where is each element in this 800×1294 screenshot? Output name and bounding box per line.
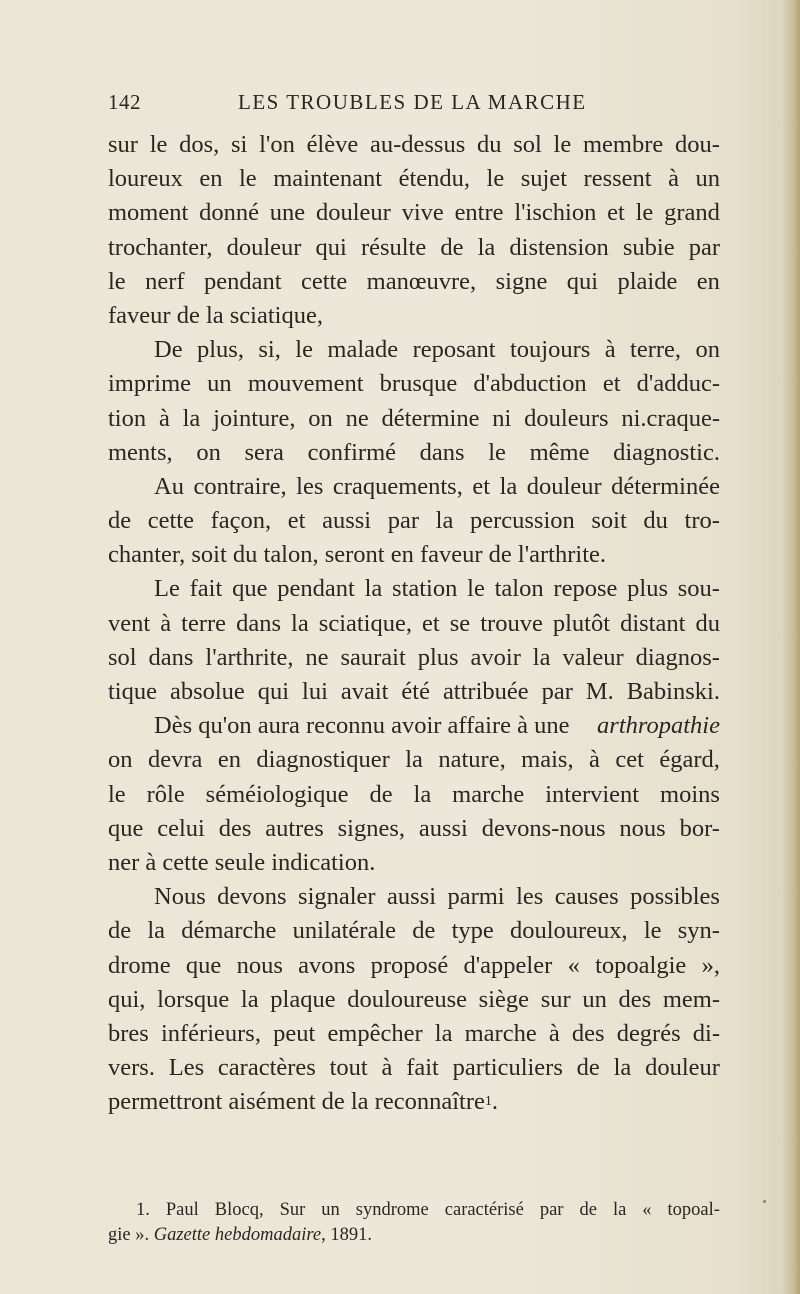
text-line: on devra en diagnostiquer la nature, mais, à cet égard, xyxy=(108,746,720,774)
text-line: Nous devons signaler aussi parmi les causes possibles xyxy=(154,883,720,911)
text-line: ner à cette seule indication. xyxy=(108,848,376,876)
footnote-reference: 1 xyxy=(484,1094,492,1110)
text-line: de la démarche unilatérale de type douloureux, le syn- xyxy=(108,917,720,945)
text-line: drome que nous avons proposé d'appeler « topoalgie », xyxy=(108,951,720,979)
text-line: vers. Les caractères tout à fait particuliers de la douleur xyxy=(108,1054,720,1082)
text-line: chanter, soit du talon, seront en faveur de l'arthrite. xyxy=(108,541,607,569)
page-number: 142 xyxy=(108,90,141,114)
footnote-text: gie ». xyxy=(108,1225,154,1245)
text-line: trochanter, douleur qui résulte de la distension subie par xyxy=(108,233,720,261)
text-line: bres inférieurs, peut empêcher la marche à des degrés di- xyxy=(108,1019,720,1047)
text-line: tique absolue qui lui avait été attribuée par M. Babinski. xyxy=(108,678,720,705)
text-line: moment donné une douleur vive entre l'ischion et le grand xyxy=(108,199,720,227)
page-edge-shadow xyxy=(782,0,800,1294)
text-line: sol dans l'arthrite, ne saurait plus avoir la valeur diagnos- xyxy=(108,643,720,671)
text-line: vent à terre dans la sciatique, et se trouve plutôt distant du xyxy=(108,609,720,637)
running-title: LES TROUBLES DE LA MARCHE xyxy=(238,90,587,114)
text-line: qui, lorsque la plaque douloureuse siège sur un des mem- xyxy=(108,985,720,1013)
paper-speck xyxy=(763,1200,766,1203)
text-line: Au contraire, les craquements, et la douleur déterminée xyxy=(154,472,720,500)
footnote-line: 1. Paul Blocq, Sur un syndrome caractérisé par de la « topoal- xyxy=(136,1200,720,1220)
text-line: le rôle séméiologique de la marche intervient moins xyxy=(108,780,720,808)
end-punctuation: . xyxy=(491,1088,498,1116)
text-line: De plus, si, le malade reposant toujours à terre, on xyxy=(154,336,720,364)
body-text xyxy=(108,128,720,1119)
text-line: que celui des autres signes, aussi devons-nous nous bor- xyxy=(108,814,720,842)
footnote-text: , 1891. xyxy=(321,1225,372,1245)
text-line-with-italic xyxy=(108,709,720,743)
footnote xyxy=(108,1198,720,1248)
page-header xyxy=(108,90,708,120)
text-line-with-footnote xyxy=(108,1085,720,1119)
text-line: tion à la jointure, on ne détermine ni douleurs ni.craque- xyxy=(108,404,720,432)
footnote-line xyxy=(108,1223,720,1248)
text-line: de cette façon, et aussi par la percussion soit du tro- xyxy=(108,507,720,535)
text-line: loureux en le maintenant étendu, le sujet ressent à un xyxy=(108,165,720,193)
journal-title: Gazette hebdomadaire xyxy=(153,1225,322,1245)
text-line: faveur de la sciatique, xyxy=(108,301,323,329)
text-segment: Dès qu'on aura reconnu avoir affaire à une xyxy=(154,712,570,740)
text-line: le nerf pendant cette manœuvre, signe qui plaide en xyxy=(108,267,720,295)
text-line: imprime un mouvement brusque d'abduction et d'adduc- xyxy=(108,370,720,398)
text-segment: permettront aisément de la reconnaître xyxy=(108,1088,485,1116)
text-line: sur le dos, si l'on élève au-dessus du sol le membre dou- xyxy=(108,131,720,158)
text-line: ments, on sera confirmé dans le même diagnostic. xyxy=(108,438,720,466)
italic-term: arthropathie xyxy=(597,712,720,740)
text-line: Le fait que pendant la station le talon repose plus sou- xyxy=(154,575,720,603)
